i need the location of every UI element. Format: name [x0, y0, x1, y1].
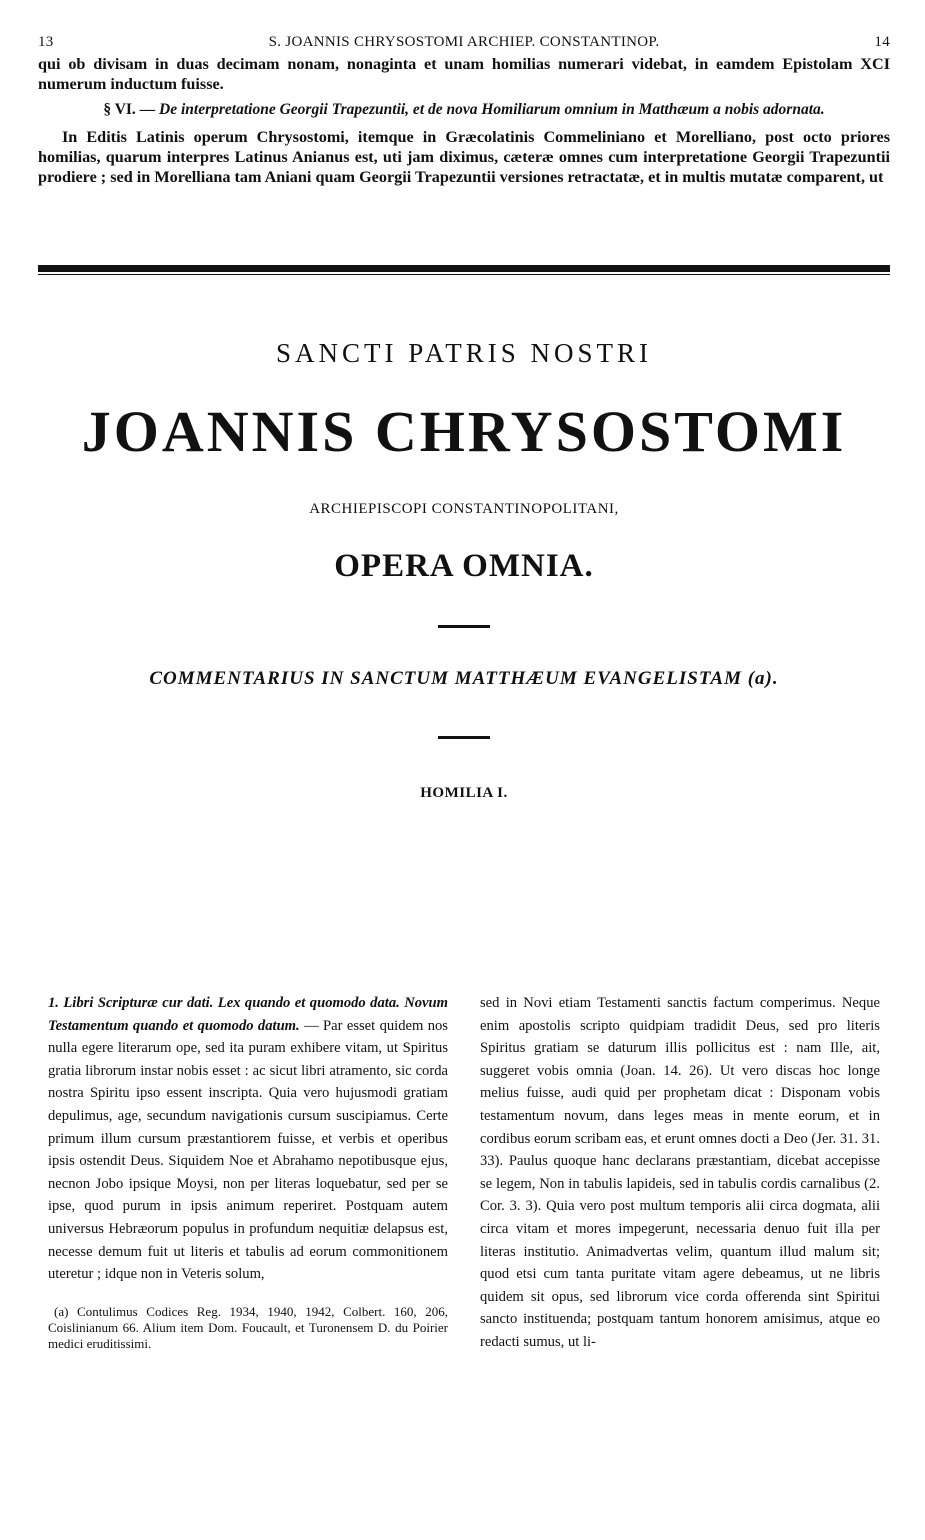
homily-heading: HOMILIA I. — [420, 785, 508, 801]
right-column-body: sed in Novi etiam Testamenti sanctis factum comperimus. Neque enim apostolis scripto quidpiam tradidit Deus, sed pro literis Spiritus gratiam se daturum illis pollicitus est : nam Ille, ait, suggeret vobis omnia (Joan. 14. 26). Ut vero discas hoc longe melius fuisse, audi quid per prophetam dicat : Disponam vobis testamentum novum, dans leges meas in mente eorum, et in cordibus eorum scribam eas, et erunt omnes docti a Deo (Jer. 31. 31. 33). Paulus quoque hanc declarans præstantiam, dicebat accepisse se legem, Non in tabulis lapideis, sed in tabulis cordis carnalibus (2. Cor. 3. 3). Quia vero post multum temporis alii circa dogmata, alii circa vitam et mores impegerunt, necessaria denuo fuit illa per literas institutio. Animadvertas velim, quantum illud malum sit; quod etsi cum tanta puritate vitam agere debeamus, ut ne libris quidem sit opus, sed librorum vice corda offerenda sint Spiritui sancto instituenda; postquam tantum honorem amisimus, atque eo redacti sumus, ut li- — [480, 995, 880, 1350]
right-column — [480, 992, 880, 1354]
chapter-summary: 1. Libri Scripturæ cur dati. Lex quando et quomodo data. Novum Testamentum quando et quomodo datum. — [48, 995, 448, 1034]
two-column-text — [48, 992, 880, 1354]
footnote: (a) Contulimus Codices Reg. 1934, 1940, 1942, Colbert. 160, 206, Coislinianum 66. Alium item Dom. Foucault, et Turonensem D. du Poirier medici eruditissimi. — [48, 1303, 448, 1351]
running-head — [38, 34, 890, 54]
top-paragraph: qui ob divisam in duas decimam nonam, nonaginta et unam homilias numerari videbat, in eamdem Epistolam XCI numerum inductum fuisse. — [38, 55, 890, 93]
title-line-5: COMMENTARIUS IN SANCTUM MATTHÆUM EVANGELISTAM (a). — [149, 668, 779, 689]
left-column-text — [48, 992, 448, 1286]
short-divider-2 — [438, 736, 490, 739]
section-heading — [38, 100, 890, 119]
page-number-right: 14 — [874, 34, 890, 50]
thick-divider — [38, 265, 890, 272]
title-line-3: ARCHIEPISCOPI CONSTANTINOPOLITANI, — [309, 501, 619, 517]
left-column-body: — Par esset quidem nos nulla egere literarum ope, sed ita puram exhibere vitam, ut Spiritus gratia librorum instar nobis esset : ac sicut libri atramento, sic corda nostra Spiritu ipso essent inscripta. Quia vero hujusmodi gratiam depulimus, age, secundum navigationis cursum suscipiamus. Certe primum illum cursum præstantiorem fuisse, et verbis et operibus ipsis ostendit Deus. Siquidem Noe et Abrahamo nepotibusque ejus, necnon Jobo ipsique Moysi, non per literas loquebatur, sed per se ipse, quod purum in ipsis animum reperiret. Postquam autem universus Hebræorum populus in profundum nequitiæ delapsus est, necesse demum fuit ut literis et tabulis ad eorum commonitionem uteretur ; idque non in Veteris solum, — [48, 1017, 448, 1283]
page-number-left: 13 — [38, 34, 54, 50]
title-line-1: SANCTI PATRIS NOSTRI — [275, 338, 653, 368]
running-title: S. JOANNIS CHRYSOSTOMI ARCHIEP. CONSTANTINOP. — [268, 34, 660, 50]
title-line-4: OPERA OMNIA. — [334, 548, 594, 584]
title-line-2: JOANNIS CHRYSOSTOMI — [81, 399, 847, 464]
title-block — [38, 338, 890, 802]
short-divider-1 — [438, 625, 490, 628]
left-column — [48, 992, 448, 1354]
section-title: De interpretatione Georgii Trapezuntii, et de nova Homiliarum omnium in Matthæum a nobis adornata. — [159, 101, 825, 118]
section-number: § VI. — — [103, 101, 156, 118]
section-paragraph: In Editis Latinis operum Chrysostomi, itemque in Græcolatinis Commeliniano et Morelliano, post octo priores homilias, quarum interpres Latinus Anianus est, uti jam diximus, cæteræ omnes cum interpretatione Georgii Trapezuntii prodiere ; sed in Morelliana tam Aniani quam Georgii Trapezuntii versiones retractatæ, et in multis mutatæ comparent, ut — [38, 128, 890, 186]
page — [38, 34, 890, 802]
